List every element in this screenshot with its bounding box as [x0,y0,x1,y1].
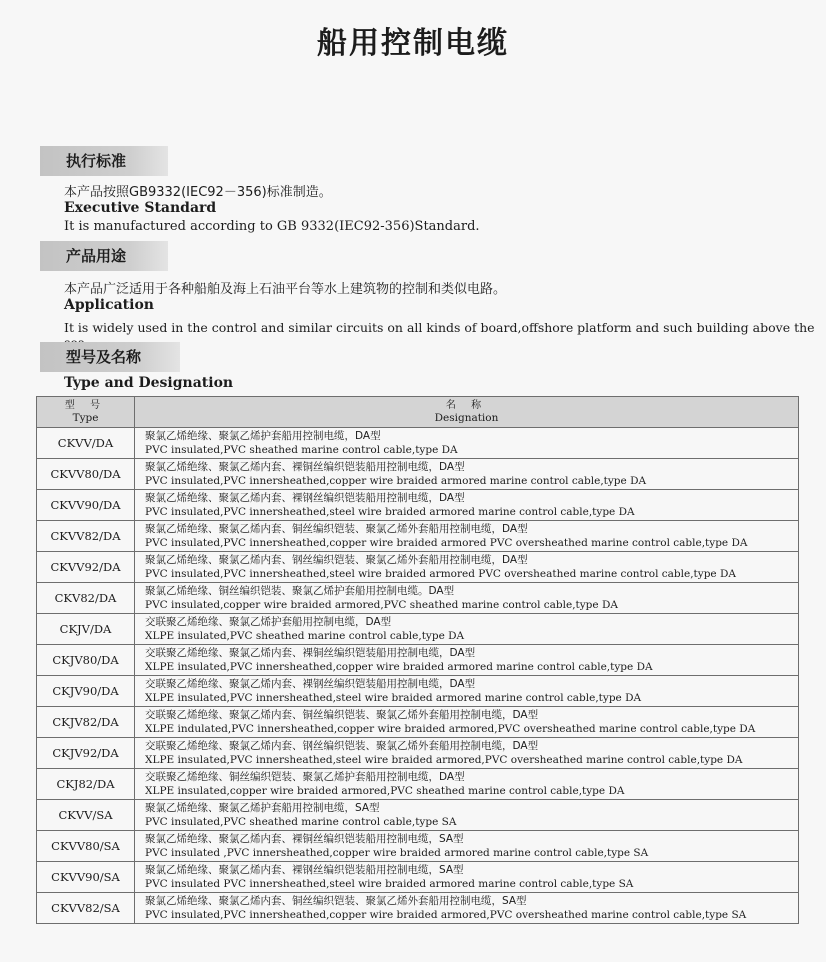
type-cell: CKVV90/SA [37,862,135,893]
page-title: 船用控制电缆 [317,26,509,61]
table-row [37,769,799,800]
designation-cn: 交联聚乙烯绝缘、聚氯乙烯内套、裸铜丝编织铠装船用控制电缆，DA型 [145,647,476,659]
type-cell: CKVV82/SA [37,893,135,924]
table-row [37,521,799,552]
table-header-row [37,397,799,428]
designation-en: PVC insulated,PVC innersheathed,copper wire braided armored,PVC oversheathed marine control cable,type SA [145,909,747,921]
type-column-header [37,397,135,428]
designation-en: PVC insulated,PVC innersheathed,copper wire braided armored marine control cable,type DA [145,475,647,487]
designation-section-heading: 型号及名称 [40,342,180,372]
designation-cell [135,893,799,924]
designation-column-header [135,397,799,428]
standard-section-heading: 执行标准 [40,146,168,176]
designation-cn: 聚氯乙烯绝缘、聚氯乙烯内套、裸铜丝编织铠装船用控制电缆，DA型 [145,461,465,473]
type-cell: CKVV80/DA [37,459,135,490]
designation-en: PVC insulated PVC innersheathed,steel wire braided armored marine control cable,type SA [145,878,634,890]
designation-cn: 交联聚乙烯绝缘、铜丝编织铠装、聚氯乙烯护套船用控制电缆，DA型 [145,771,465,783]
application-en-heading: Application [64,297,154,313]
designation-en: PVC insulated ,PVC innersheathed,copper wire braided armored marine control cable,type SA [145,847,649,859]
designation-en: PVC insulated,PVC innersheathed,steel wire braided armored marine control cable,type DA [145,506,635,518]
designation-cn: 聚氯乙烯绝缘、聚氯乙烯内套、裸铜丝编织铠装船用控制电缆，SA型 [145,833,464,845]
type-header-en: Type [72,411,99,424]
table-row [37,428,799,459]
designation-cn: 聚氯乙烯绝缘、聚氯乙烯内套、铜丝编织铠装、聚氯乙烯外套船用控制电缆，DA型 [145,523,528,535]
type-cell: CKJV82/DA [37,707,135,738]
table-row [37,583,799,614]
designation-cn: 聚氯乙烯绝缘、聚氯乙烯内套、裸钢丝编织铠装船用控制电缆，DA型 [145,492,465,504]
type-cell: CKVV90/DA [37,490,135,521]
designation-cell [135,707,799,738]
table-row [37,738,799,769]
designation-cn: 交联聚乙烯绝缘、聚氯乙烯内套、钢丝编织铠装、聚氯乙烯外套船用控制电缆，DA型 [145,740,539,752]
designation-en: PVC insulated,PVC sheathed marine control cable,type SA [145,816,457,828]
type-cell: CKVV/DA [37,428,135,459]
designation-cell [135,676,799,707]
type-cell: CKV82/DA [37,583,135,614]
type-cell: CKVV92/DA [37,552,135,583]
designation-cn: 交联聚乙烯绝缘、聚氯乙烯内套、铜丝编织铠装、聚氯乙烯外套船用控制电缆，DA型 [145,709,539,721]
designation-en: XLPE insulated,PVC innersheathed,steel wire braided armored marine control cable,type DA [145,692,642,704]
designation-cn: 聚氯乙烯绝缘、聚氯乙烯护套船用控制电缆，SA型 [145,802,380,814]
standard-cn-text: 本产品按照GB9332(IEC92－356)标准制造。 [64,185,332,200]
designation-table [36,396,799,924]
designation-cell [135,614,799,645]
table-row [37,862,799,893]
table-row [37,614,799,645]
type-header-cn: 型 号 [64,399,107,411]
designation-cell [135,769,799,800]
type-cell: CKJV90/DA [37,676,135,707]
designation-en: PVC insulated,PVC sheathed marine control cable,type DA [145,444,458,456]
designation-cn: 聚氯乙烯绝缘、铜丝编织铠装、聚氯乙烯护套船用控制电缆。DA型 [145,585,455,597]
designation-cn: 交联聚乙烯绝缘、聚氯乙烯内套、裸钢丝编织铠装船用控制电缆，DA型 [145,678,476,690]
table-row [37,707,799,738]
application-cn-text: 本产品广泛适用于各种船舶及海上石油平台等水上建筑物的控制和类似电路。 [64,282,507,297]
designation-cn: 聚氯乙烯绝缘、聚氯乙烯护套船用控制电缆，DA型 [145,430,381,442]
designation-cell [135,583,799,614]
type-cell: CKJV80/DA [37,645,135,676]
designation-en: XLPE insulated,copper wire braided armored,PVC sheathed marine control cable,type DA [145,785,625,797]
designation-en: XLPE insulated,PVC innersheathed,steel wire braided armored,PVC oversheathed marine control cable,type DA [145,754,743,766]
table-row [37,831,799,862]
type-cell: CKJ82/DA [37,769,135,800]
designation-cell [135,831,799,862]
type-cell: CKVV80/SA [37,831,135,862]
designation-cell [135,800,799,831]
designation-cn: 聚氯乙烯绝缘、聚氯乙烯内套、裸钢丝编织铠装船用控制电缆，SA型 [145,864,464,876]
type-cell: CKJV/DA [37,614,135,645]
designation-en-heading: Type and Designation [64,375,234,391]
table-row [37,893,799,924]
designation-cell [135,738,799,769]
table-row [37,676,799,707]
designation-cell [135,490,799,521]
table-row [37,552,799,583]
standard-en-heading: Executive Standard [64,200,217,216]
table-row [37,459,799,490]
type-cell: CKVV/SA [37,800,135,831]
designation-cn: 聚氯乙烯绝缘、聚氯乙烯内套、钢丝编织铠装、聚氯乙烯外套船用控制电缆，DA型 [145,554,528,566]
designation-header-en: Designation [434,411,499,424]
designation-cell [135,552,799,583]
designation-cell [135,459,799,490]
designation-en: XLPE insulated,PVC innersheathed,copper wire braided armored marine control cable,type DA [145,661,653,673]
application-section-heading: 产品用途 [40,241,168,271]
designation-cell [135,521,799,552]
application-en-text: It is widely used in the control and similar circuits on all kinds of board,offshore platform and such building above the [64,320,815,335]
table-row [37,800,799,831]
designation-en: XLPE indulated,PVC innersheathed,copper wire braided armored,PVC oversheathed marine control cable,type DA [145,723,756,735]
table-row [37,645,799,676]
standard-en-text: It is manufactured according to GB 9332(IEC92-356)Standard. [64,219,480,234]
type-cell: CKJV92/DA [37,738,135,769]
designation-cn: 交联聚乙烯绝缘、聚氯乙烯护套船用控制电缆，DA型 [145,616,392,628]
designation-en: XLPE insulated,PVC sheathed marine control cable,type DA [145,630,465,642]
designation-en: PVC insulated,PVC innersheathed,steel wire braided armored PVC oversheathed marine control cable,type DA [145,568,736,580]
designation-cn: 聚氯乙烯绝缘、聚氯乙烯内套、铜丝编织铠装、聚氯乙烯外套船用控制电缆，SA型 [145,895,527,907]
designation-en: PVC insulated,copper wire braided armored,PVC sheathed marine control cable,type DA [145,599,618,611]
designation-cell [135,862,799,893]
designation-cell [135,645,799,676]
designation-en: PVC insulated,PVC innersheathed,copper wire braided armored PVC oversheathed marine control cable,type DA [145,537,748,549]
table-row [37,490,799,521]
designation-header-cn: 名 称 [445,399,488,411]
type-cell: CKVV82/DA [37,521,135,552]
designation-cell [135,428,799,459]
